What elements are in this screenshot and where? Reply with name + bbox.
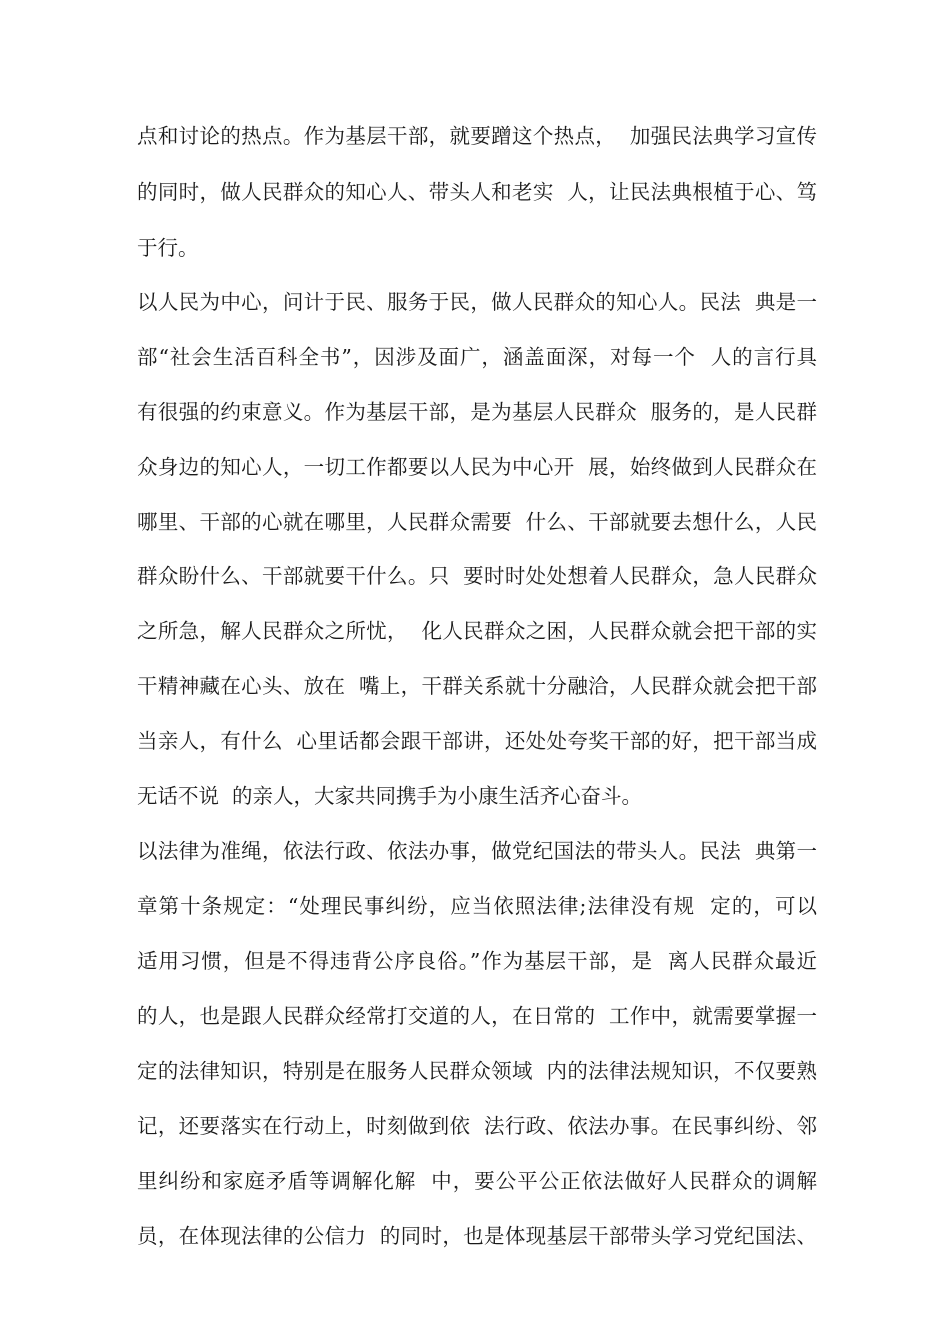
text-line: 哪里、干部的心就在哪里，人民群众需要 什么、干部就要去想什么，人民 [137,510,817,534]
text-line: 当亲人，有什么 心里话都会跟干部讲，还处处夸奖干部的好，把干部当成 [137,729,817,753]
text-line: 员，在体现法律的公信力 的同时，也是体现基层干部带头学习党纪国法、 [137,1224,817,1248]
text-line: 以人民为中心，问计于民、服务于民，做人民群众的知心人。民法 典是一 [137,290,817,314]
text-line: 有很强的约束意义。作为基层干部，是为基层人民群众 服务的，是人民群 [137,400,817,424]
text-line: 以法律为准绳，依法行政、依法办事，做党纪国法的带头人。民法 典第一 [137,839,817,863]
text-line: 于行。 [137,236,199,260]
text-line: 的人，也是跟人民群众经常打交道的人，在日常的 工作中，就需要掌握一 [137,1004,817,1028]
text-line: 里纠纷和家庭矛盾等调解化解 中，要公平公正依法做好人民群众的调解 [137,1169,817,1193]
text-line: 记，还要落实在行动上，时刻做到依 法行政、依法办事。在民事纠纷、邻 [137,1114,817,1138]
text-line: 部“社会生活百科全书”，因涉及面广，涵盖面深，对每一个 人的言行具 [137,345,817,369]
text-line: 适用习惯，但是不得违背公序良俗。”作为基层干部，是 离人民群众最近 [137,949,817,973]
text-line: 无话不说 的亲人，大家共同携手为小康生活齐心奋斗。 [137,784,643,808]
text-line: 干精神藏在心头、放在 嘴上，干群关系就十分融洽，人民群众就会把干部 [137,674,817,698]
text-line: 众身边的知心人，一切工作都要以人民为中心开 展，始终做到人民群众在 [137,455,817,479]
text-line: 之所急，解人民群众之所忧， 化人民群众之困，人民群众就会把干部的实 [137,619,817,643]
text-line: 群众盼什么、干部就要干什么。只 要时时处处想着人民群众，急人民群众 [137,564,817,588]
text-line: 章第十条规定：“处理民事纠纷，应当依照法律;法律没有规 定的，可以 [137,894,817,918]
text-line: 定的法律知识，特别是在服务人民群众领域 内的法律法规知识，不仅要熟 [137,1059,817,1083]
text-line: 点和讨论的热点。作为基层干部，就要蹭这个热点， 加强民法典学习宣传 [137,124,817,148]
text-line: 的同时，做人民群众的知心人、带头人和老实 人，让民法典根植于心、笃 [137,180,817,204]
